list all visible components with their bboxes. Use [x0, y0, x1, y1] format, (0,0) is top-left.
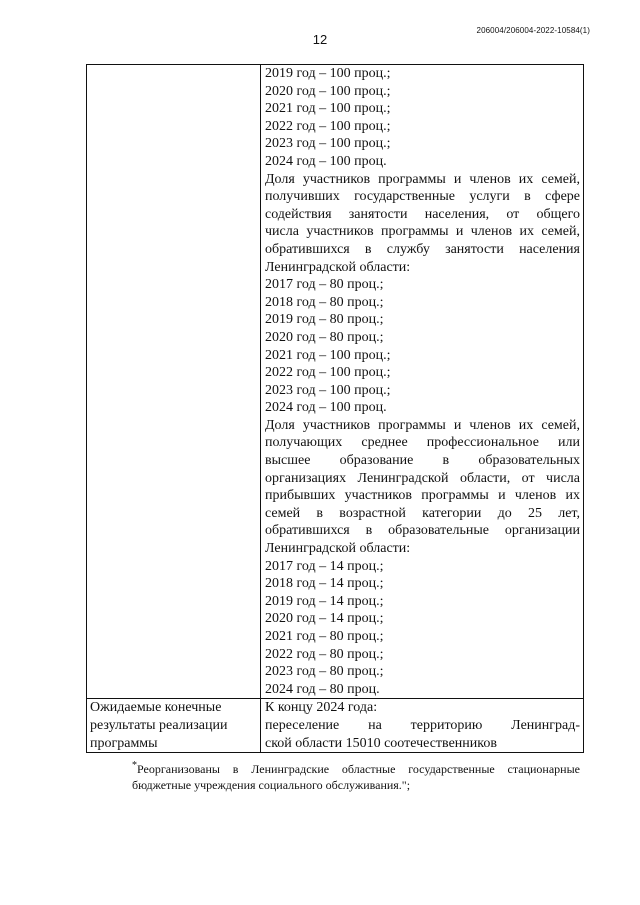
- program-table: [86, 64, 584, 753]
- text-line: прибывших участников программы и членов их: [265, 488, 580, 504]
- footnote-line: [132, 758, 580, 777]
- text-line: 2019 год – 14 проц.;: [265, 593, 384, 609]
- text-line: высшее образование в образовательных: [265, 453, 580, 469]
- page-number: 12: [312, 32, 328, 47]
- text-line: организациях Ленинградской области, от числа: [265, 470, 580, 486]
- results-heading-line: результаты реализации: [90, 717, 228, 733]
- text-line: Доля участников программы и членов их семей,: [265, 417, 580, 433]
- footnote-line-1: Реорганизованы в Ленинградские областные государственные стационарные: [137, 762, 580, 776]
- text-line: Ленинградской области:: [265, 259, 411, 275]
- text-line: 2024 год – 100 проц.: [265, 400, 387, 416]
- footnote-marker: *: [132, 760, 137, 771]
- table-row-indicators: [87, 65, 583, 698]
- table-cell-indicators: [261, 65, 583, 698]
- text-line: 2022 год – 100 проц.;: [265, 365, 391, 381]
- table-cell-results-heading: [87, 699, 261, 752]
- text-line: 2017 год – 14 проц.;: [265, 558, 384, 574]
- text-line: Ленинградской области:: [265, 541, 411, 557]
- text-line: 2023 год – 80 проц.;: [265, 664, 384, 680]
- document-code: 206004/206004-2022-10584(1): [476, 26, 590, 35]
- text-line: числа участников программы и членов их семей,: [265, 224, 580, 240]
- text-line: получающих среднее профессиональное или: [265, 435, 580, 451]
- text-line: получивших государственные услуги в сфере: [265, 189, 580, 205]
- table-row-results: [87, 698, 583, 752]
- footnote: [132, 758, 580, 793]
- text-line: обратившихся в образовательные организации: [265, 523, 580, 539]
- text-line: ской области 15010 соотечественников: [265, 735, 497, 751]
- text-line: 2021 год – 80 проц.;: [265, 629, 384, 644]
- text-line: 2020 год – 80 проц.;: [265, 329, 384, 345]
- text-line: 2023 год – 100 проц.;: [265, 136, 391, 152]
- text-line: 2021 год – 100 проц.;: [265, 101, 391, 117]
- text-line: переселение на территорию Ленинград-: [265, 717, 580, 733]
- text-line: семей в возрастной категории до 25 лет,: [265, 505, 580, 521]
- text-line: содействия занятости населения, от общего: [265, 206, 580, 222]
- table-cell-left-empty: [87, 65, 261, 698]
- footnote-line-2: бюджетные учреждения социального обслуживания.";: [132, 778, 411, 792]
- text-line: обратившихся в службу занятости населения: [265, 241, 580, 257]
- text-line: 2024 год – 100 проц.: [265, 153, 387, 169]
- results-heading-line: программы: [90, 735, 158, 751]
- text-line: 2020 год – 100 проц.;: [265, 83, 391, 99]
- text-line: 2020 год – 14 проц.;: [265, 611, 384, 627]
- text-line: 2022 год – 100 проц.;: [265, 118, 391, 134]
- text-line: 2019 год – 80 проц.;: [265, 312, 384, 328]
- text-line: 2017 год – 80 проц.;: [265, 277, 384, 293]
- table-cell-results-text: [261, 699, 583, 752]
- text-line: 2024 год – 80 проц.: [265, 681, 380, 697]
- text-line: 2018 год – 14 проц.;: [265, 576, 384, 592]
- text-line: 2018 год – 80 проц.;: [265, 294, 384, 310]
- text-line: 2019 год – 100 проц.;: [265, 66, 391, 81]
- text-line: 2022 год – 80 проц.;: [265, 646, 384, 662]
- text-line: 2023 год – 100 проц.;: [265, 382, 391, 398]
- text-line: 2021 год – 100 проц.;: [265, 347, 391, 363]
- text-line: К концу 2024 года:: [265, 700, 378, 716]
- results-heading-line: Ожидаемые конечные: [90, 700, 222, 716]
- text-line: Доля участников программы и членов их семей,: [265, 171, 580, 187]
